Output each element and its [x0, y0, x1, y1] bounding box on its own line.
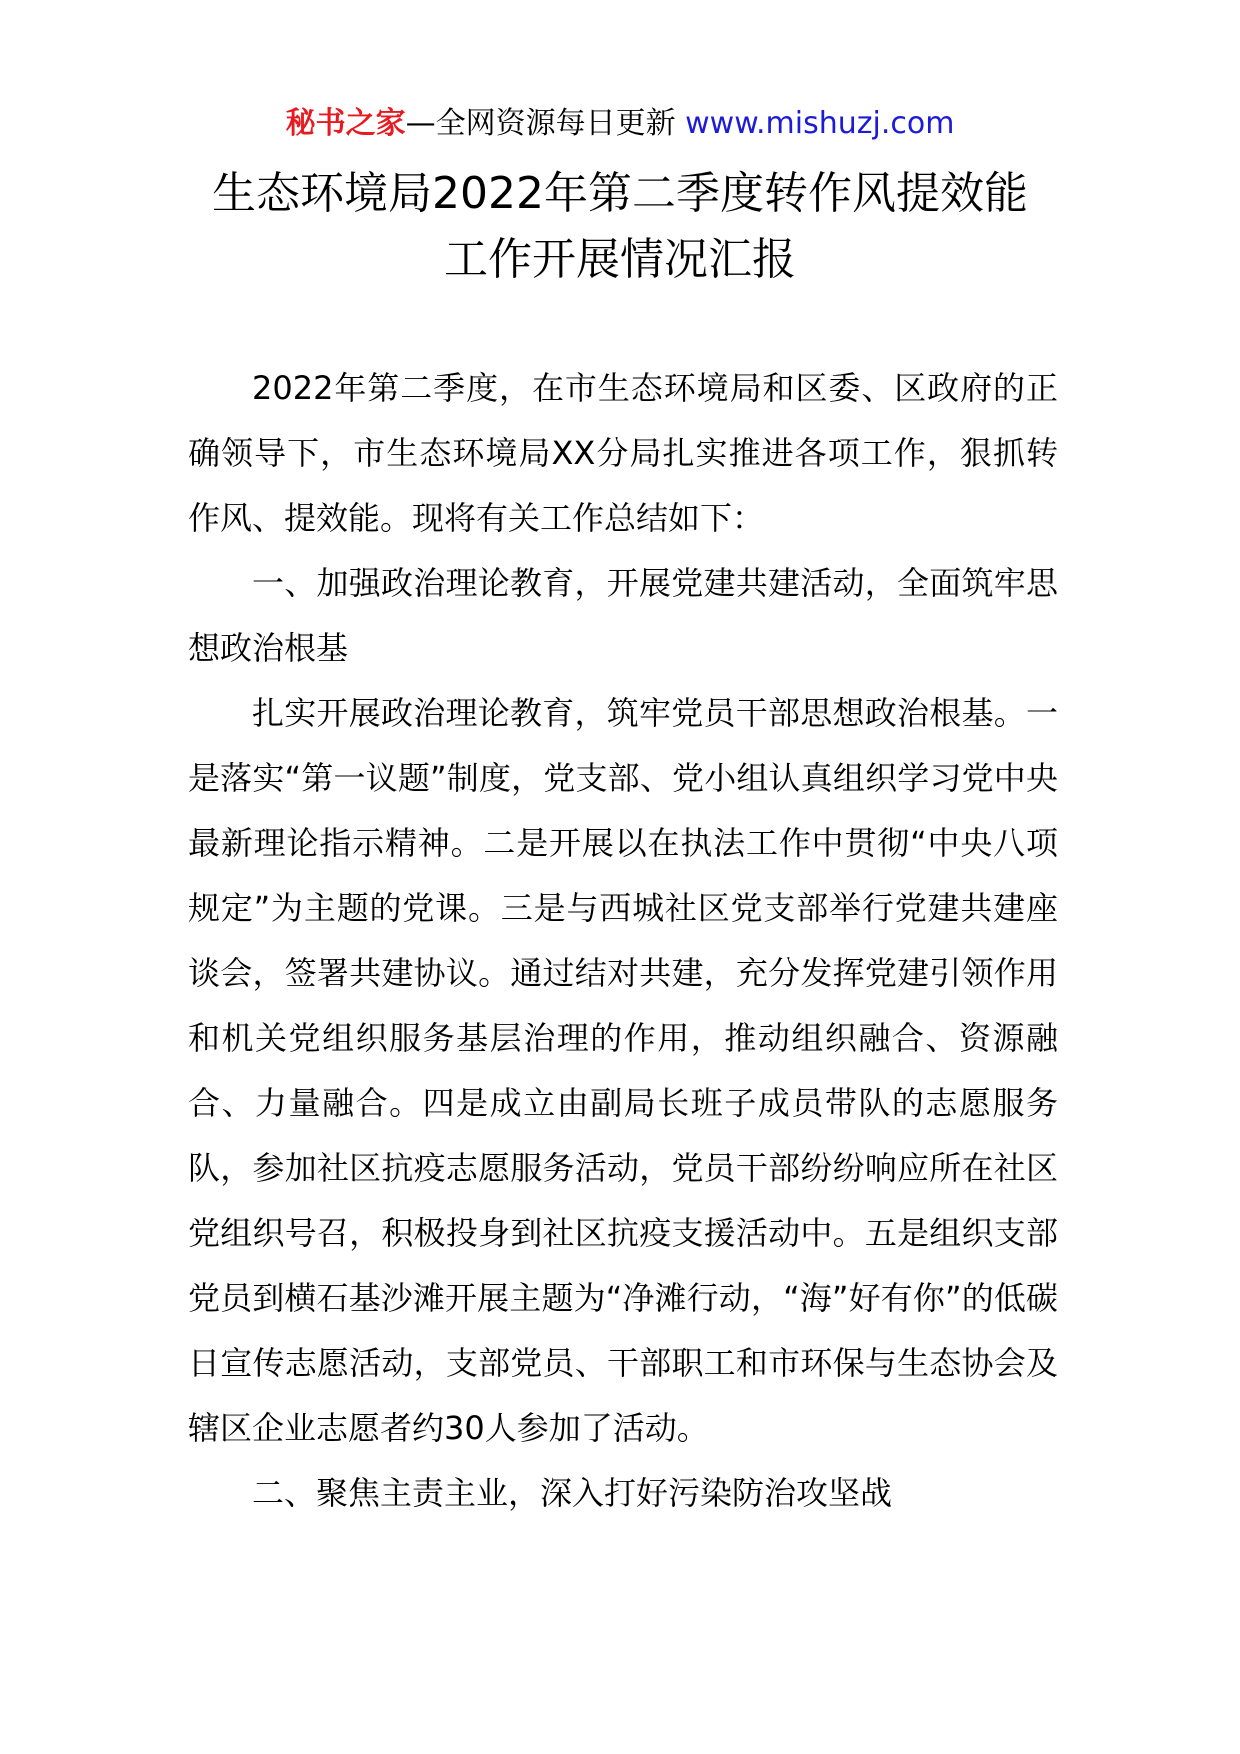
- document-title-line-2: 工作开展情况汇报: [444, 234, 796, 285]
- site-url-link[interactable]: www.mishuzj.com: [685, 106, 955, 141]
- site-header: [0, 104, 1240, 144]
- section-heading-1: 一、加强政治理论教育，开展党建共建活动，全面筑牢思想政治根基: [188, 564, 1058, 667]
- intro-paragraph: 2022年第二季度，在市生态环境局和区委、区政府的正确领导下，市生态环境局XX分局扎实推进各项工作，狠抓转作风、提效能。现将有关工作总结如下：: [188, 369, 1058, 537]
- header-tagline: —全网资源每日更新: [405, 106, 686, 141]
- section-1-paragraph: 扎实开展政治理论教育，筑牢党员干部思想政治根基。一是落实“第一议题”制度，党支部、党小组认真组织学习党中央最新理论指示精神。二是开展以在执法工作中贯彻“中央八项规定”为主题的党课。三是与西城社区党支部举行党建共建座谈会，签署共建协议。通过结对共建，充分发挥党建引领作用和机关党组织服务基层治理的作用，推动组织融合、资源融合、力量融合。四是成立由副局长班子成员带队的志愿服务队，参加社区抗疫志愿服务活动，党员干部纷纷响应所在社区党组织号召，积极投身到社区抗疫支援活动中。五是组织支部党员到横石基沙滩开展主题为“净滩行动，“海”好有你”的低碳日宣传志愿活动，支部党员、干部职工和市环保与生态协会及辖区企业志愿者约30人参加了活动。: [188, 694, 1058, 1447]
- document-body: [188, 356, 1058, 1526]
- document-title-line-1: 生态环境局2022年第二季度转作风提效能: [212, 168, 1028, 219]
- brand-name: 秘书之家: [285, 106, 406, 141]
- section-heading-2: 二、聚焦主责主业，深入打好污染防治攻坚战: [252, 1474, 893, 1512]
